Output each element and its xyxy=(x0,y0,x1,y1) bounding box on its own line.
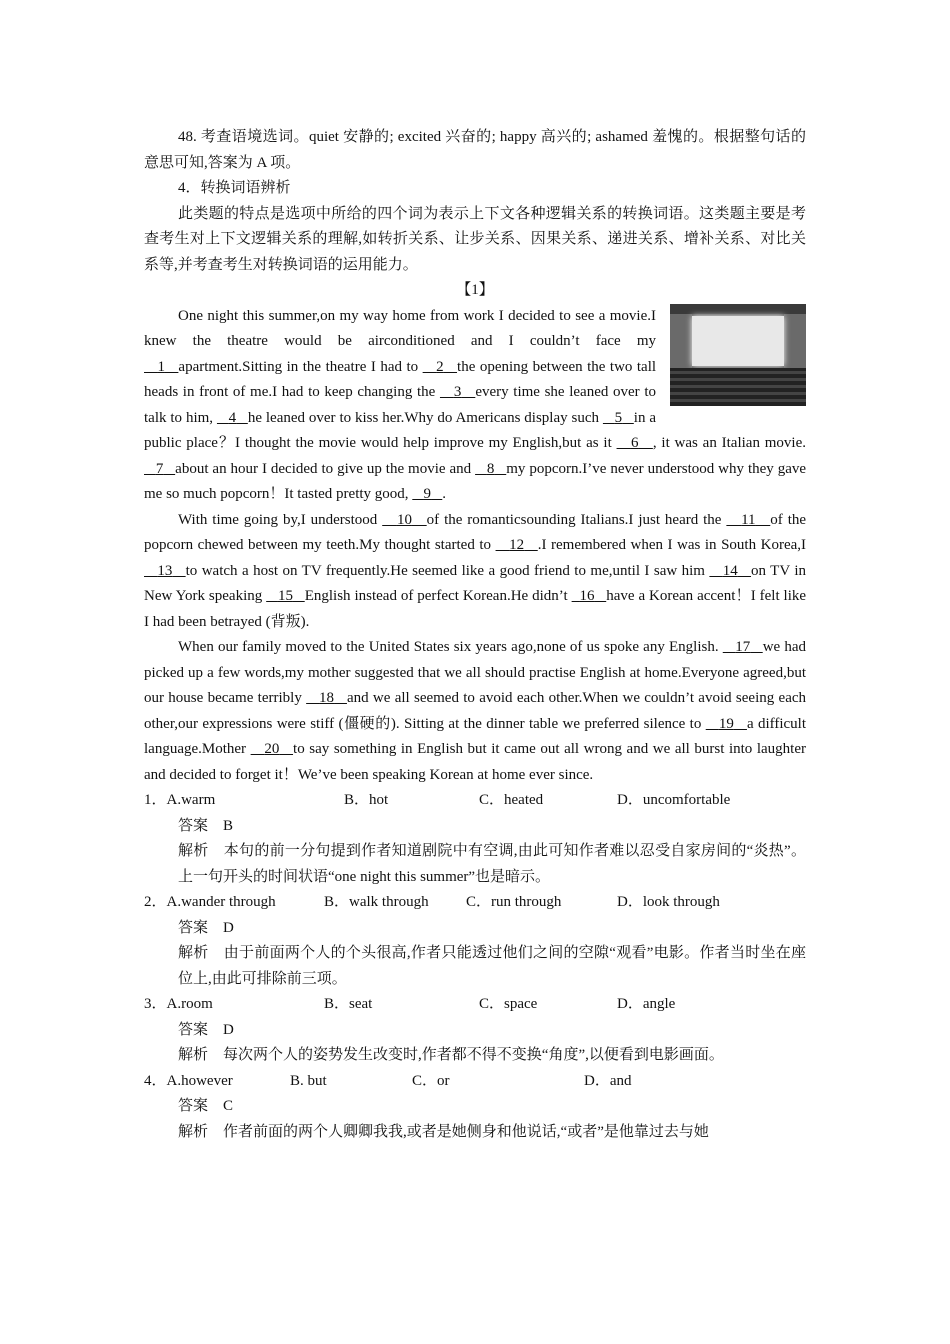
answer-explanation-48: 48. 考查语境选词。quiet 安静的; excited 兴奋的; happy 高兴的; ashamed 羞愧的。根据整句话的意思可知,答案为 A 项。 xyxy=(144,129,806,171)
question-1-answer: 答案 B xyxy=(178,817,234,834)
question-1-analysis: 解析 本句的前一分句提到作者知道剧院中有空调,由此可知作者难以忍受自家房间的“炎热”。上一句开头的时间状语“one night this summer”也是暗示。 xyxy=(178,843,806,885)
passage-number: 【1】 xyxy=(456,282,494,298)
section-description: 此类题的特点是选项中所给的四个词为表示上下文各种逻辑关系的转换词语。这类题主要是考查考生对上下文逻辑关系的理解,如转折关系、让步关系、因果关系、递进关系、增补关系、对比关系等,并考查考生对转换词语的运用能力。 xyxy=(144,205,806,273)
blank-7: 7 xyxy=(155,460,164,477)
question-2-option-d: D．look through xyxy=(617,894,720,910)
question-1-option-d: D．uncomfortable xyxy=(617,792,731,808)
blank-20: 20 xyxy=(264,741,280,757)
passage-paragraph-2: With time going by,I understood 10 of the romanticsounding Italians.I just heard the 11 of the popcorn chewed between my teeth.My thought started to 12 .I remembered when I was in South Korea,I 13 to watch a host on TV frequently.He seemed like a good friend to me,until I saw him 14 on TV in New York speaking 15 English instead of perfect Korean.He didn’t 16 have a Korean accent！I felt like I had been betrayed (背叛). xyxy=(144,511,807,630)
blank-14: 14 xyxy=(722,562,738,579)
blank-16: 16 xyxy=(579,588,595,604)
question-2-option-b: B．walk through xyxy=(324,894,429,910)
blank-2: 2 xyxy=(436,358,444,375)
question-3-option-c: C．space xyxy=(479,996,538,1012)
question-2-answer: 答案 D xyxy=(178,919,234,936)
question-3-option-b: B．seat xyxy=(324,996,373,1012)
question-4-option-a: 4．A.however xyxy=(144,1072,233,1089)
blank-5: 5 xyxy=(614,409,623,426)
passage-paragraph-1: One night this summer,on my way home from work I decided to see a movie.I knew the theatre would be airconditioned and I couldn’t face my 1 apartment.Sitting in the theatre I had to 2 the opening between the two tall heads in front of me.I had to keep changing the 3 every time she leaned over to talk to him, 4 he leaned over to kiss her.Why do Americans display such 5 in a public place？I thought the movie would help improve my English,but as it 6 , it was an Italian movie. 7 about an hour I decided to give up the movie and 8 my popcorn.I’ve never understood why they gave me so much popcorn！It tasted pretty good, 9 . xyxy=(144,307,807,502)
question-3-option-a: 3．A.room xyxy=(144,996,213,1012)
question-4-analysis: 解析 作者前面的两个人卿卿我我,或者是她侧身和他说话,“或者”是他靠过去与她 xyxy=(178,1123,709,1140)
question-3-options xyxy=(144,992,806,1018)
blank-8: 8 xyxy=(486,460,495,477)
blank-11: 11 xyxy=(741,511,756,528)
question-2-analysis: 解析 由于前面两个人的个头很高,作者只能透过他们之间的空隙“观看”电影。作者当时坐在座位上,由此可排除前三项。 xyxy=(178,945,806,987)
document-page xyxy=(144,125,806,1145)
blank-6: 6 xyxy=(630,435,639,451)
blank-17: 17 xyxy=(735,639,751,655)
blank-10: 10 xyxy=(396,511,412,528)
section-title: 4．转换词语辨析 xyxy=(178,180,291,196)
blank-1: 1 xyxy=(157,358,165,375)
blank-15: 15 xyxy=(277,588,293,604)
question-1-option-b: B．hot xyxy=(344,792,389,808)
question-4-option-b: B. but xyxy=(290,1072,327,1089)
question-4-options xyxy=(144,1069,806,1095)
question-3-answer: 答案 D xyxy=(178,1021,234,1038)
blank-3: 3 xyxy=(453,384,462,400)
question-2-option-c: C．run through xyxy=(466,894,562,910)
question-2-options xyxy=(144,890,806,916)
blank-19: 19 xyxy=(718,715,734,732)
blank-9: 9 xyxy=(423,486,432,502)
question-1-option-a: 1．A.warm xyxy=(144,792,216,808)
blank-12: 12 xyxy=(509,537,525,553)
question-4-option-c: C．or xyxy=(412,1072,450,1089)
blank-4: 4 xyxy=(228,409,237,426)
blank-18: 18 xyxy=(319,690,335,706)
cinema-photo xyxy=(670,304,806,406)
question-1-options xyxy=(144,788,806,814)
question-4-answer: 答案 C xyxy=(178,1098,234,1114)
question-1-option-c: C．heated xyxy=(479,792,544,808)
question-3-analysis: 解析 每次两个人的姿势发生改变时,作者都不得不变换“角度”,以便看到电影画面。 xyxy=(178,1047,724,1063)
question-3-option-d: D．angle xyxy=(617,996,676,1012)
question-4-option-d: D．and xyxy=(584,1072,632,1089)
question-2-option-a: 2．A.wander through xyxy=(144,894,276,910)
passage-paragraph-3: When our family moved to the United States six years ago,none of us spoke any English. 17 we had picked up a few words,my mother suggested that we all should practise English at home.Everyone agreed,but our house became terribly 18 and we all seemed to avoid each other.When we couldn’t avoid seeing each other,our expressions were stiff (僵硬的). Sitting at the dinner table we preferred silence to 19 a difficult language.Mother 20 to say something in English but it came out all wrong and we all burst into laughter and decided to forget it！We’ve been speaking Korean at home ever since. xyxy=(144,639,807,783)
blank-13: 13 xyxy=(157,562,173,579)
